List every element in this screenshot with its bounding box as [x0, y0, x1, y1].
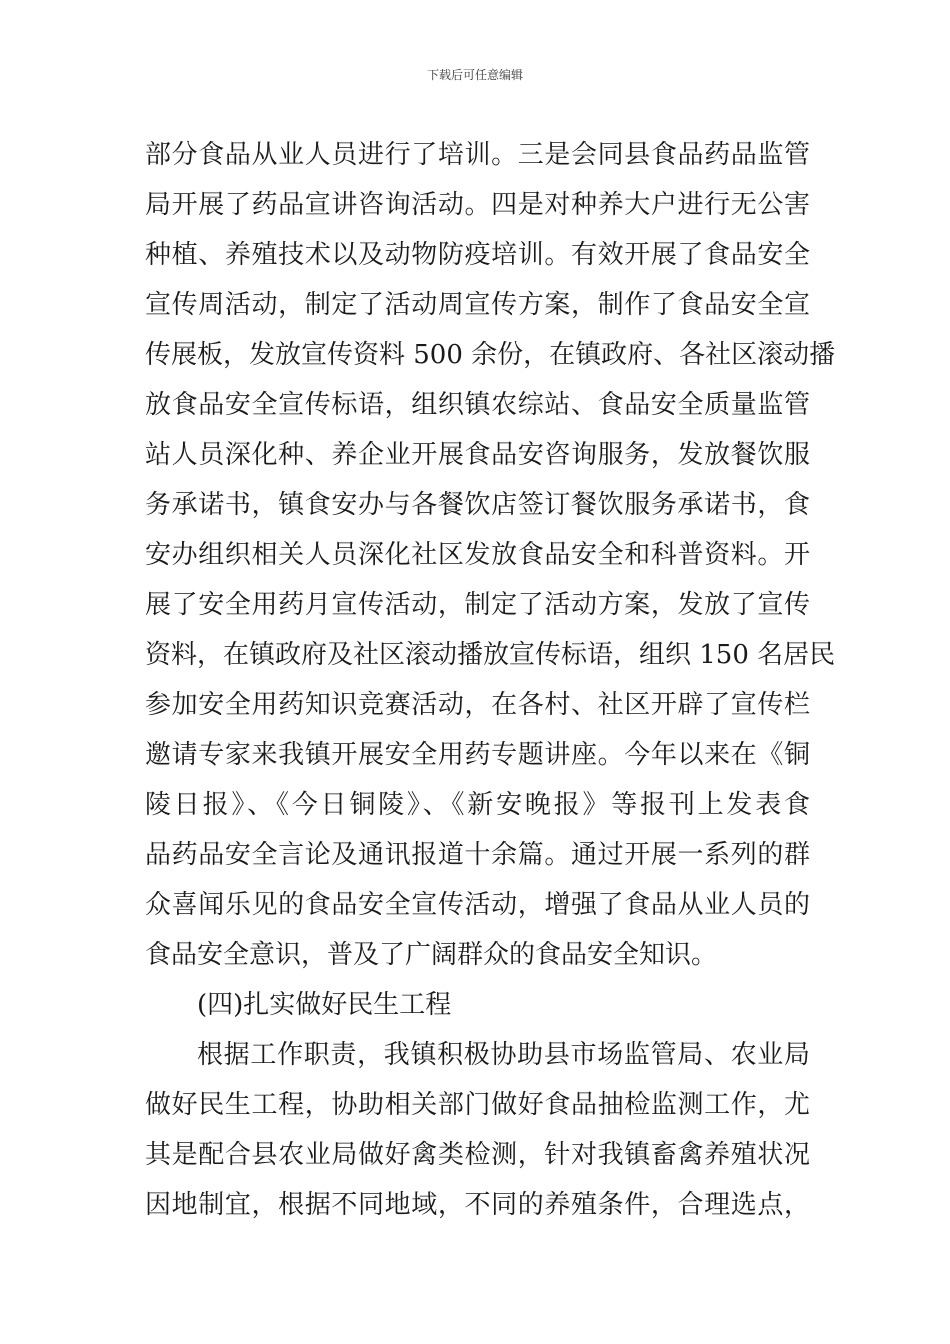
- text-line: 放食品安全宣传标语，组织镇农综站、食品安全质量监管: [145, 390, 810, 420]
- text-line: 安办组织相关人员深化社区发放食品安全和科普资料。开: [145, 540, 810, 570]
- text-line: 宣传周活动，制定了活动周宣传方案，制作了食品安全宣: [145, 290, 810, 320]
- section-heading: (四)扎实做好民生工程: [197, 990, 452, 1020]
- text-line: 务承诺书，镇食安办与各餐饮店签订餐饮服务承诺书，食: [145, 490, 810, 520]
- text-line: 因地制宜，根据不同地域，不同的养殖条件，合理选点，: [145, 1190, 810, 1220]
- text-line: 站人员深化种、养企业开展食品安咨询服务，发放餐饮服: [145, 440, 810, 470]
- text-line: 邀请专家来我镇开展安全用药专题讲座。今年以来在《铜: [145, 740, 810, 770]
- text-line: 展了安全用药月宣传活动，制定了活动方案，发放了宣传: [145, 590, 810, 620]
- document-body: [145, 130, 836, 1230]
- text-line: 部分食品从业人员进行了培训。三是会同县食品药品监管: [145, 140, 810, 170]
- page-header-note: 下载后可任意编辑: [426, 68, 523, 82]
- text-line: 根据工作职责，我镇积极协助县市场监管局、农业局: [197, 1040, 810, 1070]
- text-line: 参加安全用药知识竞赛活动，在各村、社区开辟了宣传栏: [145, 690, 810, 720]
- text-line: 食品安全意识，普及了广阔群众的食品安全知识。: [145, 940, 718, 970]
- text-line: 传展板，发放宣传资料 500 余份，在镇政府、各社区滚动播: [145, 340, 836, 370]
- text-line: 其是配合县农业局做好禽类检测，针对我镇畜禽养殖状况: [145, 1140, 810, 1170]
- text-line: 种植、养殖技术以及动物防疫培训。有效开展了食品安全: [145, 240, 810, 270]
- text-line: 品药品安全言论及通讯报道十余篇。通过开展一系列的群: [145, 840, 810, 870]
- text-line: 资料，在镇政府及社区滚动播放宣传标语，组织 150 名居民: [145, 640, 836, 670]
- text-line: 局开展了药品宣讲咨询活动。四是对种养大户进行无公害: [145, 190, 810, 220]
- text-line: 做好民生工程，协助相关部门做好食品抽检监测工作，尤: [145, 1090, 810, 1120]
- text-line: 陵日报》、《今日铜陵》、《新安晚报》等报刊上发表食: [145, 790, 810, 820]
- text-line: 众喜闻乐见的食品安全宣传活动，增强了食品从业人员的: [145, 890, 810, 920]
